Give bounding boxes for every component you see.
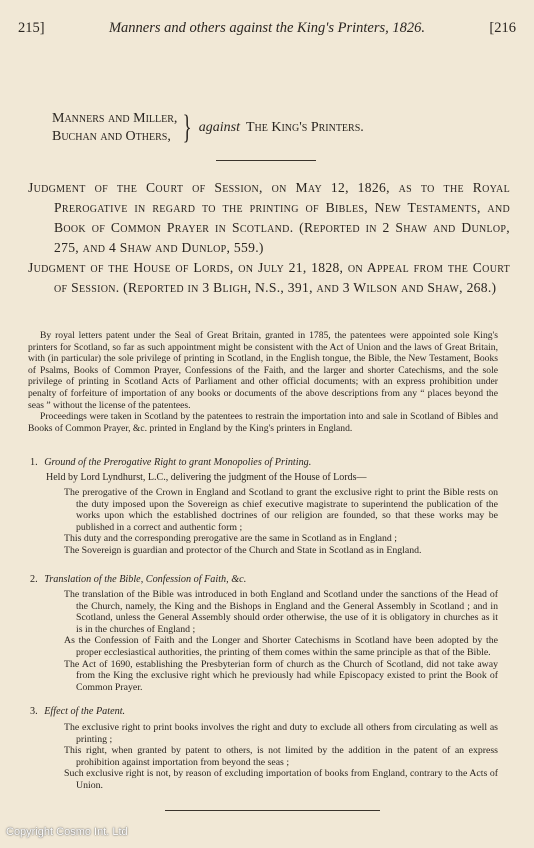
judgment-house-of-lords [28, 258, 510, 298]
page-number-left: 215] [18, 20, 45, 36]
judgment-text: Judgment of the Court of Session, on May 12, 1826, as to the Royal Prerogative in regard to the printing of Bibles, New Testaments, and Book of Common Prayer in Scotland. (Reported in 2 Shaw and Dunlop, 275, and 4 Shaw and Dunlop, 559.) [28, 180, 510, 255]
point: The exclusive right to print books involves the right and duty to exclude all others from circulating as well as printing ; [64, 722, 498, 745]
section-1-points [64, 487, 498, 557]
intro-paragraph: By royal letters patent under the Seal of Great Britain, granted in 1785, the patentees were appointed sole King's printers for Scotland, so far as such appointment might be consistent with the Act of Union and the laws of Great Britain, with (in particular) the sole privilege of printing in Scotland, in the English tongue, the Bible, the New Testament, Books of Psalms, Books of Common Prayer, Confessions of the Faith, and the larger and shorter Catechisms, and the sole privilege of printing in Scotland Acts of Parliament and other official documents; with an express prohibition under penalty of forfeiture of importation of any books or documents of the above descriptions from any “ places beyond the seas ” without the license of the patentees. [28, 330, 498, 411]
section-3-points [64, 722, 498, 792]
section-2-heading [30, 574, 500, 586]
footer-rule [165, 810, 380, 811]
held-statement: Held by Lord Lyndhurst, L.C., delivering the judgment of the House of Lords— [46, 472, 367, 483]
running-header [18, 20, 516, 37]
section-heading: Effect of the Patent. [44, 706, 126, 717]
point: This right, when granted by patent to others, is not limited by the addition in the patent of an express prohibition against importation from beyond the seas ; [64, 745, 498, 768]
against-word: against [198, 120, 240, 135]
point: This duty and the corresponding prerogative are the same in Scotland as in England ; [64, 533, 398, 545]
page-number-right: [216 [489, 20, 516, 36]
intro-paragraphs [28, 330, 498, 434]
point: Such exclusive right is not, by reason of excluding importation of books from England, contrary to the Acts of Union. [64, 768, 498, 791]
intro-paragraph: Proceedings were taken in Scotland by the patentees to restrain the importation into and sale in Scotland of Bibles and Books of Common Prayer, &c. printed in England by the King's printers in England. [28, 411, 498, 434]
section-heading: Translation of the Bible, Confession of Faith, &c. [44, 574, 247, 585]
point: The Act of 1690, establishing the Presbyterian form of church as the Church of Scotland, did not take away from the King the exclusive right which he previously had while Episcopacy existed to print the Book of Common Prayer. [64, 658, 498, 693]
section-heading: Ground of the Prerogative Right to grant Monopolies of Printing. [44, 457, 312, 468]
party-line-2: Buchan and Others, [52, 129, 171, 144]
divider-rule [216, 160, 316, 161]
case-title [52, 110, 492, 146]
point: The translation of the Bible was introduced in both England and Scotland under the sanctions of the Head of the Church, namely, the King and the Bishops in England and the General Assembly in Scotland ; and in Scotland, unless the General Assembly should order otherwise, the use of it is obligatory in churches as it is in the churches of England ; [64, 589, 498, 635]
point: The prerogative of the Crown in England and Scotland to grant the exclusive right to print the Bible rests on the duty imposed upon the Sovereign as chief executive magistrate to superintend the publication of the works upon which the established doctrines of our religion are founded, so that these works may be published in a correct and authentic form ; [64, 487, 498, 533]
section-3-heading [30, 706, 500, 718]
party-line-1: Manners and Miller, [52, 111, 178, 126]
point: As the Confession of Faith and the Longer and Shorter Catechisms in Scotland have been adopted by the proper ecclesiastical authorities, the printing of them comes within the same principle as that of the Bible. [64, 635, 498, 658]
copyright-watermark: Copyright Cosmo Int. Ltd [6, 826, 128, 838]
section-2-points [64, 589, 498, 693]
judgment-text: Judgment of the House of Lords, on July 21, 1828, on Appeal from the Court of Session. (Reported in 3 Bligh, N.S., 391, and 3 Wilson and Shaw, 268.) [28, 260, 510, 295]
brace-glyph: } [183, 109, 193, 146]
opposing-party: The King's Printers. [245, 120, 364, 135]
section-number: 3. [30, 706, 38, 717]
running-title: Manners and others against the King's Printers, 1826. [108, 20, 426, 36]
case-title-parties [52, 110, 177, 146]
section-number: 1. [30, 457, 38, 468]
section-number: 2. [30, 574, 38, 585]
point: The Sovereign is guardian and protector of the Church and State in Scotland as in England. [64, 544, 422, 556]
judgment-court-of-session [28, 178, 510, 258]
section-1-heading [30, 457, 500, 469]
